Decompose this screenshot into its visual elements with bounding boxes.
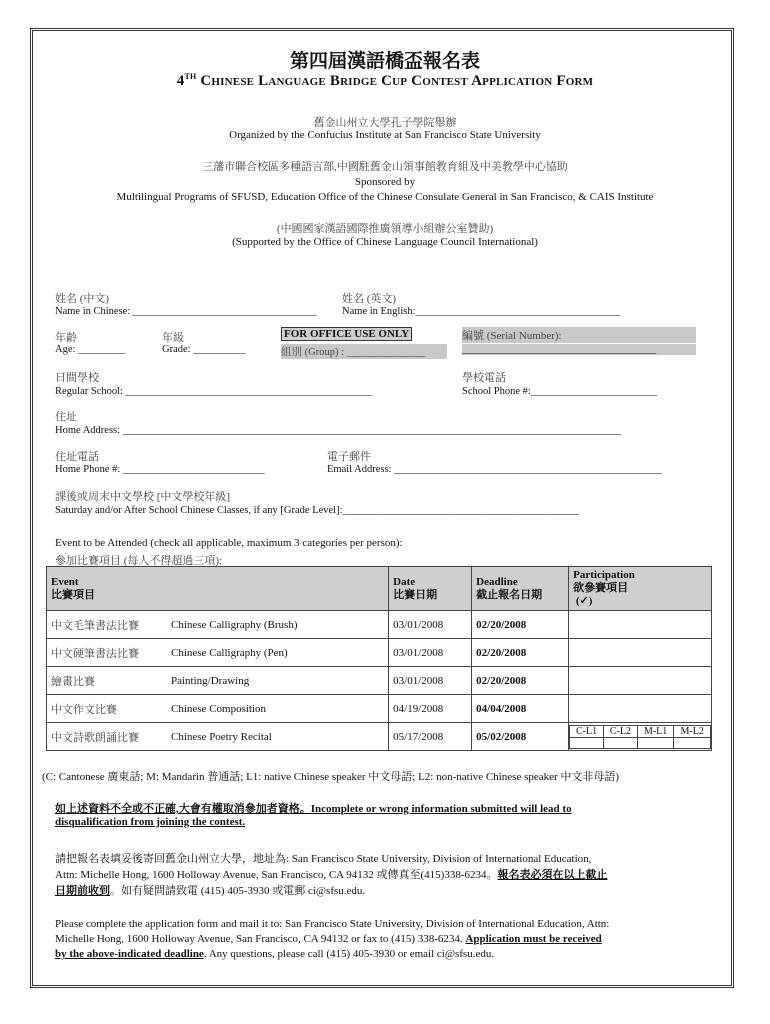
chinese-classes-field[interactable]: Saturday and/or After School Chinese Classes, if any [Grade Level]:_____________________________________________	[55, 505, 579, 516]
event-deadline: 02/20/2008	[472, 667, 569, 695]
event-deadline: 05/02/2008	[472, 723, 569, 751]
event-name-en: Chinese Composition	[167, 695, 389, 723]
address-label-cn: 住址	[55, 411, 77, 423]
event-name-cn: 中文詩歌朗誦比賽	[47, 723, 168, 751]
mail-instructions-en-line-3: by the above-indicated deadline. Any questions, please call (415) 405-3930 or email ci@sfsu.edu.	[55, 948, 495, 960]
recital-code-label: M-L2	[674, 725, 711, 737]
email-label-cn: 電子郵件	[327, 451, 371, 463]
event-name-cn: 中文硬筆書法比賽	[47, 639, 168, 667]
event-name-en: Chinese Poetry Recital	[167, 723, 389, 751]
home-address-field[interactable]: Home Address: _______________________________________________________________________________________________	[55, 425, 622, 436]
event-date: 03/01/2008	[389, 639, 472, 667]
events-table	[46, 566, 712, 751]
header-date: Date 比賽日期	[389, 567, 472, 611]
recital-subtable	[569, 725, 711, 749]
event-deadline: 02/20/2008	[472, 611, 569, 639]
organizer-chinese: 舊金山州立大學孔子學院舉辦	[313, 117, 457, 129]
participation-checkbox-painting[interactable]	[569, 667, 712, 695]
event-name-en: Chinese Calligraphy (Brush)	[167, 611, 389, 639]
table-row	[47, 667, 712, 695]
name-chinese-label-cn: 姓名 (中文)	[55, 293, 110, 305]
header-event: Event 比賽項目	[47, 567, 389, 611]
recital-checkbox-m-l1[interactable]	[637, 737, 674, 748]
warning-line-2: disqualification from joining the contest.	[55, 816, 246, 828]
event-name-en: Painting/Drawing	[167, 667, 389, 695]
participation-checkbox-composition[interactable]	[569, 695, 712, 723]
event-name-cn: 中文毛筆書法比賽	[47, 611, 168, 639]
table-row	[47, 611, 712, 639]
table-row	[47, 639, 712, 667]
table-row	[47, 695, 712, 723]
office-use-label: FOR OFFICE USE ONLY	[281, 327, 412, 341]
header-deadline: Deadline 截止報名日期	[472, 567, 569, 611]
recital-checkbox-m-l2[interactable]	[674, 737, 711, 748]
table-header-row	[47, 567, 712, 611]
event-deadline: 02/20/2008	[472, 639, 569, 667]
event-date: 03/01/2008	[389, 611, 472, 639]
regular-school-field[interactable]: Regular School: _______________________________________________	[55, 386, 373, 397]
table-row	[47, 723, 712, 751]
age-field[interactable]: Age: _________	[55, 344, 126, 355]
classes-label-cn: 課後或周末中文學校 [中文學校年級]	[55, 491, 231, 503]
recital-code-label: C-L2	[604, 725, 638, 737]
participation-checkbox-pen[interactable]	[569, 639, 712, 667]
recital-checkbox-c-l1[interactable]	[570, 737, 604, 748]
event-name-en: Chinese Calligraphy (Pen)	[167, 639, 389, 667]
serial-number-label: 編號 (Serial Number):	[462, 327, 696, 343]
event-date: 04/19/2008	[389, 695, 472, 723]
mail-instructions-en-line-2: Michelle Hong, 1600 Holloway Avenue, San Francisco, CA 94132 or fax to (415) 338-6234. Application must be received	[55, 933, 602, 945]
recital-code-label: C-L1	[570, 725, 604, 737]
event-date: 03/01/2008	[389, 667, 472, 695]
home-phone-field[interactable]: Home Phone #: ___________________________	[55, 464, 265, 475]
school-phone-field[interactable]: School Phone #:________________________	[462, 386, 657, 397]
age-label-cn: 年齡	[55, 332, 77, 344]
grade-label-cn: 年級	[162, 332, 184, 344]
title-chinese: 第四屆漢語橋盃報名表	[289, 51, 480, 72]
support-english: (Supported by the Office of Chinese Language Council International)	[232, 236, 538, 248]
warning-line-1: 如上述資料不全或不正確,大會有權取消參加者資格。Incomplete or wrong information submitted will lead to	[55, 803, 572, 815]
recital-code-label: M-L1	[637, 725, 674, 737]
name-english-label-cn: 姓名 (英文)	[342, 293, 397, 305]
grade-field[interactable]: Grade: __________	[162, 344, 246, 355]
event-name-cn: 中文作文比賽	[47, 695, 168, 723]
mail-instructions-cn-line-2: Attn: Michelle Hong, 1600 Holloway Avenue, San Francisco, CA 94132 或傳真至(415)338-6234。報名表必須在以上截止	[55, 869, 608, 881]
name-chinese-field[interactable]: Name in Chinese: ___________________________________	[55, 306, 317, 317]
header-participation: Participation 欲參賽項目 (✓)	[569, 567, 712, 611]
event-name-cn: 繪畫比賽	[47, 667, 168, 695]
sponsor-english: Multilingual Programs of SFUSD, Education Office of the Chinese Consulate General in San Francisco, & CAIS Institute	[116, 191, 654, 203]
email-field[interactable]: Email Address: ___________________________________________________	[327, 464, 662, 475]
events-intro-cn: 參加比賽項目 (每人不得超過三項):	[55, 555, 223, 567]
recital-checkbox-c-l2[interactable]	[604, 737, 638, 748]
school-label-cn: 日間學校	[55, 372, 99, 384]
school-phone-label-cn: 學校電話	[462, 372, 506, 384]
mail-instructions-cn-line-1: 請把報名表填妥後寄回舊金山州立大學，地址為: San Francisco State University, Division of International Education,	[55, 853, 592, 865]
sponsor-chinese: 三藩市聯合校區多種語言部,中國駐舊金山領事館教育組及中美教學中心協助	[202, 161, 568, 173]
recital-options	[569, 723, 712, 751]
language-legend: (C: Cantonese 廣東話; M: Mandarin 普通話; L1: native Chinese speaker 中文母語; L2: non-native Chinese speaker 中文非母語)	[42, 771, 620, 783]
participation-checkbox-brush[interactable]	[569, 611, 712, 639]
support-chinese: (中國國家漢語國際推廣領導小組辦公室贊助)	[276, 223, 494, 235]
name-english-field[interactable]: Name in English:_______________________________________	[342, 306, 621, 317]
mail-instructions-cn-line-3: 日期前收到。如有疑問請致電 (415) 405-3930 或電郵 ci@sfsu.edu.	[55, 885, 366, 897]
sponsored-by: Sponsored by	[354, 176, 416, 188]
mail-instructions-en-line-1: Please complete the application form and mail it to: San Francisco State University, Division of International Education, Attn:	[55, 918, 610, 930]
events-intro-en: Event to be Attended (check all applicable, maximum 3 categories per person):	[55, 537, 403, 549]
event-deadline: 04/04/2008	[472, 695, 569, 723]
event-date: 05/17/2008	[389, 723, 472, 751]
serial-number-field: _____________________________________	[462, 344, 696, 355]
organizer-english: Organized by the Confucius Institute at San Francisco State University	[229, 129, 541, 141]
title-english: 4TH Chinese Language Bridge Cup Contest Application Form	[176, 72, 594, 89]
home-phone-label-cn: 住址電話	[55, 451, 99, 463]
group-field: 組別 (Group) : _______________	[281, 344, 447, 359]
